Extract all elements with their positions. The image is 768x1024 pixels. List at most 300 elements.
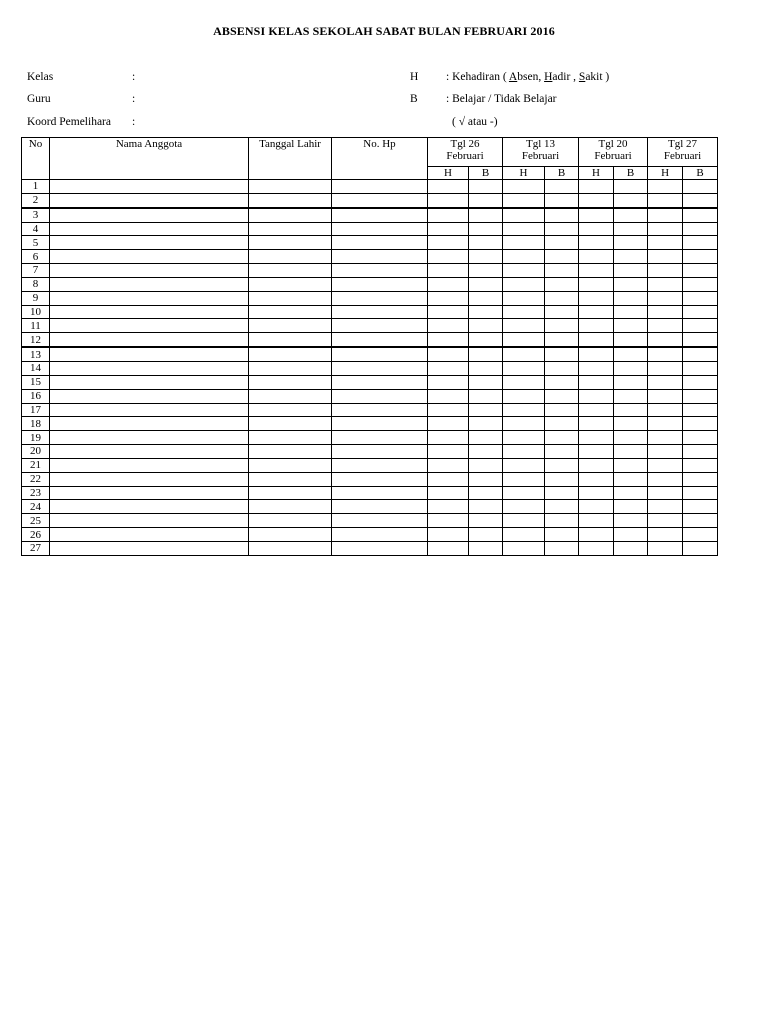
b-cell[interactable] — [683, 375, 718, 389]
b-cell[interactable] — [469, 389, 503, 403]
b-cell[interactable] — [683, 180, 718, 194]
b-cell[interactable] — [683, 347, 718, 361]
b-cell[interactable] — [683, 305, 718, 319]
no-hp-cell[interactable] — [332, 250, 428, 264]
b-cell[interactable] — [683, 333, 718, 347]
h-cell[interactable] — [428, 236, 469, 250]
h-cell[interactable] — [648, 486, 683, 500]
no-hp-cell[interactable] — [332, 445, 428, 459]
b-cell[interactable] — [545, 250, 579, 264]
tanggal-lahir-cell[interactable] — [249, 208, 332, 222]
no-hp-cell[interactable] — [332, 291, 428, 305]
h-cell[interactable] — [503, 291, 545, 305]
nama-cell[interactable] — [50, 305, 249, 319]
tanggal-lahir-cell[interactable] — [249, 445, 332, 459]
b-cell[interactable] — [469, 541, 503, 555]
tanggal-lahir-cell[interactable] — [249, 389, 332, 403]
h-cell[interactable] — [579, 236, 614, 250]
h-cell[interactable] — [503, 528, 545, 542]
tanggal-lahir-cell[interactable] — [249, 305, 332, 319]
no-hp-cell[interactable] — [332, 236, 428, 250]
tanggal-lahir-cell[interactable] — [249, 541, 332, 555]
b-cell[interactable] — [545, 500, 579, 514]
h-cell[interactable] — [579, 458, 614, 472]
b-cell[interactable] — [683, 500, 718, 514]
h-cell[interactable] — [648, 445, 683, 459]
nama-cell[interactable] — [50, 319, 249, 333]
b-cell[interactable] — [683, 403, 718, 417]
h-cell[interactable] — [503, 347, 545, 361]
h-cell[interactable] — [648, 291, 683, 305]
b-cell[interactable] — [469, 264, 503, 278]
h-cell[interactable] — [648, 264, 683, 278]
h-cell[interactable] — [579, 222, 614, 236]
h-cell[interactable] — [503, 319, 545, 333]
b-cell[interactable] — [614, 541, 648, 555]
h-cell[interactable] — [579, 347, 614, 361]
tanggal-lahir-cell[interactable] — [249, 472, 332, 486]
h-cell[interactable] — [648, 222, 683, 236]
b-cell[interactable] — [469, 445, 503, 459]
h-cell[interactable] — [579, 417, 614, 431]
b-cell[interactable] — [614, 458, 648, 472]
no-hp-cell[interactable] — [332, 305, 428, 319]
nama-cell[interactable] — [50, 208, 249, 222]
nama-cell[interactable] — [50, 541, 249, 555]
h-cell[interactable] — [648, 528, 683, 542]
tanggal-lahir-cell[interactable] — [249, 403, 332, 417]
b-cell[interactable] — [683, 222, 718, 236]
h-cell[interactable] — [579, 375, 614, 389]
no-hp-cell[interactable] — [332, 514, 428, 528]
h-cell[interactable] — [648, 333, 683, 347]
b-cell[interactable] — [545, 291, 579, 305]
tanggal-lahir-cell[interactable] — [249, 528, 332, 542]
h-cell[interactable] — [428, 361, 469, 375]
b-cell[interactable] — [469, 236, 503, 250]
b-cell[interactable] — [683, 458, 718, 472]
h-cell[interactable] — [579, 472, 614, 486]
tanggal-lahir-cell[interactable] — [249, 319, 332, 333]
b-cell[interactable] — [614, 403, 648, 417]
b-cell[interactable] — [545, 347, 579, 361]
h-cell[interactable] — [428, 180, 469, 194]
nama-cell[interactable] — [50, 403, 249, 417]
b-cell[interactable] — [614, 361, 648, 375]
nama-cell[interactable] — [50, 500, 249, 514]
h-cell[interactable] — [579, 486, 614, 500]
h-cell[interactable] — [579, 541, 614, 555]
h-cell[interactable] — [428, 431, 469, 445]
h-cell[interactable] — [648, 319, 683, 333]
no-hp-cell[interactable] — [332, 264, 428, 278]
h-cell[interactable] — [503, 458, 545, 472]
b-cell[interactable] — [683, 514, 718, 528]
info-kelas-label: Kelas — [27, 71, 54, 83]
nama-cell[interactable] — [50, 458, 249, 472]
h-cell[interactable] — [503, 180, 545, 194]
h-cell[interactable] — [579, 528, 614, 542]
b-cell[interactable] — [614, 431, 648, 445]
h-cell[interactable] — [648, 417, 683, 431]
tanggal-lahir-cell[interactable] — [249, 347, 332, 361]
no-hp-cell[interactable] — [332, 375, 428, 389]
nama-cell[interactable] — [50, 445, 249, 459]
b-cell[interactable] — [614, 500, 648, 514]
h-cell[interactable] — [579, 180, 614, 194]
h-cell[interactable] — [648, 514, 683, 528]
b-cell[interactable] — [545, 541, 579, 555]
nama-cell[interactable] — [50, 361, 249, 375]
b-cell[interactable] — [545, 193, 579, 207]
h-cell[interactable] — [648, 208, 683, 222]
h-cell[interactable] — [503, 250, 545, 264]
b-cell[interactable] — [545, 431, 579, 445]
h-cell[interactable] — [428, 347, 469, 361]
h-cell[interactable] — [503, 445, 545, 459]
nama-cell[interactable] — [50, 472, 249, 486]
b-cell[interactable] — [614, 250, 648, 264]
h-cell[interactable] — [579, 389, 614, 403]
b-cell[interactable] — [683, 264, 718, 278]
h-cell[interactable] — [428, 375, 469, 389]
no-hp-cell[interactable] — [332, 347, 428, 361]
b-cell[interactable] — [469, 375, 503, 389]
b-cell[interactable] — [545, 180, 579, 194]
b-cell[interactable] — [614, 193, 648, 207]
h-cell[interactable] — [428, 319, 469, 333]
h-cell[interactable] — [428, 514, 469, 528]
b-cell[interactable] — [469, 291, 503, 305]
b-cell[interactable] — [614, 291, 648, 305]
b-cell[interactable] — [469, 417, 503, 431]
h-cell[interactable] — [648, 250, 683, 264]
h-cell[interactable] — [428, 264, 469, 278]
h-cell[interactable] — [428, 305, 469, 319]
h-cell[interactable] — [428, 208, 469, 222]
b-cell[interactable] — [614, 305, 648, 319]
no-hp-cell[interactable] — [332, 361, 428, 375]
h-cell[interactable] — [503, 472, 545, 486]
nama-cell[interactable] — [50, 236, 249, 250]
b-cell[interactable] — [545, 277, 579, 291]
tanggal-lahir-cell[interactable] — [249, 222, 332, 236]
h-cell[interactable] — [579, 361, 614, 375]
h-cell[interactable] — [579, 333, 614, 347]
b-cell[interactable] — [469, 208, 503, 222]
b-cell[interactable] — [545, 208, 579, 222]
b-cell[interactable] — [469, 486, 503, 500]
b-cell[interactable] — [545, 236, 579, 250]
b-cell[interactable] — [614, 486, 648, 500]
h-cell[interactable] — [503, 375, 545, 389]
b-cell[interactable] — [683, 291, 718, 305]
b-cell[interactable] — [614, 375, 648, 389]
nama-cell[interactable] — [50, 222, 249, 236]
b-cell[interactable] — [545, 319, 579, 333]
h-cell[interactable] — [648, 431, 683, 445]
h-cell[interactable] — [648, 458, 683, 472]
b-cell[interactable] — [469, 403, 503, 417]
tanggal-lahir-cell[interactable] — [249, 458, 332, 472]
b-cell[interactable] — [545, 361, 579, 375]
tanggal-lahir-cell[interactable] — [249, 333, 332, 347]
h-cell[interactable] — [428, 528, 469, 542]
b-cell[interactable] — [469, 472, 503, 486]
b-cell[interactable] — [545, 389, 579, 403]
h-cell[interactable] — [428, 417, 469, 431]
no-hp-cell[interactable] — [332, 208, 428, 222]
b-cell[interactable] — [469, 361, 503, 375]
h-cell[interactable] — [428, 291, 469, 305]
nama-cell[interactable] — [50, 193, 249, 207]
nama-cell[interactable] — [50, 528, 249, 542]
b-cell[interactable] — [469, 528, 503, 542]
b-cell[interactable] — [683, 277, 718, 291]
b-cell[interactable] — [469, 431, 503, 445]
h-cell[interactable] — [503, 417, 545, 431]
h-cell[interactable] — [503, 361, 545, 375]
b-cell[interactable] — [683, 389, 718, 403]
no-hp-cell[interactable] — [332, 486, 428, 500]
b-cell[interactable] — [469, 347, 503, 361]
no-hp-cell[interactable] — [332, 193, 428, 207]
b-cell[interactable] — [683, 250, 718, 264]
h-cell[interactable] — [503, 277, 545, 291]
no-hp-cell[interactable] — [332, 528, 428, 542]
h-cell[interactable] — [579, 305, 614, 319]
b-cell[interactable] — [469, 514, 503, 528]
b-cell[interactable] — [545, 472, 579, 486]
b-cell[interactable] — [683, 445, 718, 459]
no-hp-cell[interactable] — [332, 277, 428, 291]
h-cell[interactable] — [648, 403, 683, 417]
b-cell[interactable] — [683, 528, 718, 542]
h-cell[interactable] — [428, 250, 469, 264]
b-cell[interactable] — [469, 333, 503, 347]
tanggal-lahir-cell[interactable] — [249, 514, 332, 528]
b-cell[interactable] — [683, 431, 718, 445]
h-cell[interactable] — [503, 431, 545, 445]
tanggal-lahir-cell[interactable] — [249, 236, 332, 250]
b-cell[interactable] — [545, 458, 579, 472]
b-cell[interactable] — [614, 389, 648, 403]
h-cell[interactable] — [503, 333, 545, 347]
h-cell[interactable] — [428, 403, 469, 417]
b-cell[interactable] — [614, 514, 648, 528]
h-cell[interactable] — [428, 222, 469, 236]
h-cell[interactable] — [579, 208, 614, 222]
nama-cell[interactable] — [50, 333, 249, 347]
b-cell[interactable] — [545, 222, 579, 236]
nama-cell[interactable] — [50, 264, 249, 278]
h-cell[interactable] — [428, 472, 469, 486]
tanggal-lahir-cell[interactable] — [249, 375, 332, 389]
b-cell[interactable] — [545, 305, 579, 319]
h-cell[interactable] — [428, 333, 469, 347]
nama-cell[interactable] — [50, 180, 249, 194]
b-cell[interactable] — [683, 193, 718, 207]
b-cell[interactable] — [469, 277, 503, 291]
tanggal-lahir-cell[interactable] — [249, 250, 332, 264]
b-cell[interactable] — [469, 458, 503, 472]
no-hp-cell[interactable] — [332, 417, 428, 431]
h-cell[interactable] — [428, 277, 469, 291]
h-cell[interactable] — [428, 500, 469, 514]
h-cell[interactable] — [579, 250, 614, 264]
h-cell[interactable] — [579, 445, 614, 459]
b-cell[interactable] — [683, 361, 718, 375]
nama-cell[interactable] — [50, 291, 249, 305]
b-cell[interactable] — [469, 500, 503, 514]
tanggal-lahir-cell[interactable] — [249, 291, 332, 305]
h-cell[interactable] — [579, 264, 614, 278]
h-cell[interactable] — [648, 389, 683, 403]
b-cell[interactable] — [683, 417, 718, 431]
h-cell[interactable] — [648, 277, 683, 291]
h-cell[interactable] — [579, 291, 614, 305]
no-hp-cell[interactable] — [332, 319, 428, 333]
h-cell[interactable] — [503, 208, 545, 222]
h-cell[interactable] — [503, 236, 545, 250]
b-cell[interactable] — [683, 319, 718, 333]
b-cell[interactable] — [545, 528, 579, 542]
b-cell[interactable] — [469, 180, 503, 194]
b-cell[interactable] — [469, 319, 503, 333]
h-cell[interactable] — [503, 500, 545, 514]
tanggal-lahir-cell[interactable] — [249, 361, 332, 375]
b-cell[interactable] — [469, 222, 503, 236]
b-cell[interactable] — [614, 347, 648, 361]
b-cell[interactable] — [614, 445, 648, 459]
b-cell[interactable] — [683, 472, 718, 486]
h-cell[interactable] — [648, 541, 683, 555]
nama-cell[interactable] — [50, 486, 249, 500]
h-cell[interactable] — [503, 222, 545, 236]
b-cell[interactable] — [545, 445, 579, 459]
no-hp-cell[interactable] — [332, 541, 428, 555]
h-cell[interactable] — [503, 305, 545, 319]
b-cell[interactable] — [614, 222, 648, 236]
b-cell[interactable] — [614, 277, 648, 291]
h-cell[interactable] — [503, 193, 545, 207]
b-cell[interactable] — [683, 208, 718, 222]
h-cell[interactable] — [503, 486, 545, 500]
no-hp-cell[interactable] — [332, 180, 428, 194]
h-cell[interactable] — [579, 193, 614, 207]
no-hp-cell[interactable] — [332, 431, 428, 445]
row-number: 3 — [22, 208, 50, 222]
nama-cell[interactable] — [50, 277, 249, 291]
subheader-b: B — [614, 167, 648, 180]
b-cell[interactable] — [545, 403, 579, 417]
h-cell[interactable] — [428, 445, 469, 459]
no-hp-cell[interactable] — [332, 403, 428, 417]
b-cell[interactable] — [545, 333, 579, 347]
h-cell[interactable] — [579, 514, 614, 528]
b-cell[interactable] — [545, 417, 579, 431]
h-cell[interactable] — [648, 193, 683, 207]
tanggal-lahir-cell[interactable] — [249, 277, 332, 291]
b-cell[interactable] — [614, 264, 648, 278]
nama-cell[interactable] — [50, 514, 249, 528]
h-cell[interactable] — [503, 264, 545, 278]
h-cell[interactable] — [648, 472, 683, 486]
nama-cell[interactable] — [50, 431, 249, 445]
b-cell[interactable] — [545, 375, 579, 389]
h-cell[interactable] — [648, 500, 683, 514]
b-cell[interactable] — [545, 264, 579, 278]
b-cell[interactable] — [469, 250, 503, 264]
b-cell[interactable] — [683, 541, 718, 555]
b-cell[interactable] — [614, 528, 648, 542]
b-cell[interactable] — [614, 319, 648, 333]
h-cell[interactable] — [648, 180, 683, 194]
h-cell[interactable] — [428, 486, 469, 500]
no-hp-cell[interactable] — [332, 389, 428, 403]
nama-cell[interactable] — [50, 417, 249, 431]
h-cell[interactable] — [579, 431, 614, 445]
h-cell[interactable] — [503, 389, 545, 403]
no-hp-cell[interactable] — [332, 472, 428, 486]
nama-cell[interactable] — [50, 375, 249, 389]
nama-cell[interactable] — [50, 347, 249, 361]
no-hp-cell[interactable] — [332, 222, 428, 236]
h-cell[interactable] — [428, 458, 469, 472]
tanggal-lahir-cell[interactable] — [249, 486, 332, 500]
tanggal-lahir-cell[interactable] — [249, 180, 332, 194]
nama-cell[interactable] — [50, 250, 249, 264]
tanggal-lahir-cell[interactable] — [249, 193, 332, 207]
b-cell[interactable] — [614, 333, 648, 347]
b-cell[interactable] — [683, 236, 718, 250]
tanggal-lahir-cell[interactable] — [249, 264, 332, 278]
tanggal-lahir-cell[interactable] — [249, 417, 332, 431]
h-cell[interactable] — [579, 277, 614, 291]
b-cell[interactable] — [545, 486, 579, 500]
tanggal-lahir-cell[interactable] — [249, 431, 332, 445]
h-cell[interactable] — [428, 541, 469, 555]
h-cell[interactable] — [503, 514, 545, 528]
h-cell[interactable] — [428, 193, 469, 207]
b-cell[interactable] — [614, 208, 648, 222]
b-cell[interactable] — [469, 305, 503, 319]
nama-cell[interactable] — [50, 389, 249, 403]
b-cell[interactable] — [614, 472, 648, 486]
tanggal-lahir-cell[interactable] — [249, 500, 332, 514]
h-cell[interactable] — [579, 403, 614, 417]
b-cell[interactable] — [545, 514, 579, 528]
h-cell[interactable] — [503, 541, 545, 555]
b-cell[interactable] — [614, 417, 648, 431]
h-cell[interactable] — [648, 305, 683, 319]
h-cell[interactable] — [648, 375, 683, 389]
h-cell[interactable] — [648, 361, 683, 375]
h-cell[interactable] — [428, 389, 469, 403]
h-cell[interactable] — [579, 500, 614, 514]
h-cell[interactable] — [648, 347, 683, 361]
b-cell[interactable] — [683, 486, 718, 500]
b-cell[interactable] — [614, 236, 648, 250]
h-cell[interactable] — [503, 403, 545, 417]
h-cell[interactable] — [579, 319, 614, 333]
h-cell[interactable] — [648, 236, 683, 250]
no-hp-cell[interactable] — [332, 333, 428, 347]
b-cell[interactable] — [469, 193, 503, 207]
no-hp-cell[interactable] — [332, 458, 428, 472]
no-hp-cell[interactable] — [332, 500, 428, 514]
b-cell[interactable] — [614, 180, 648, 194]
